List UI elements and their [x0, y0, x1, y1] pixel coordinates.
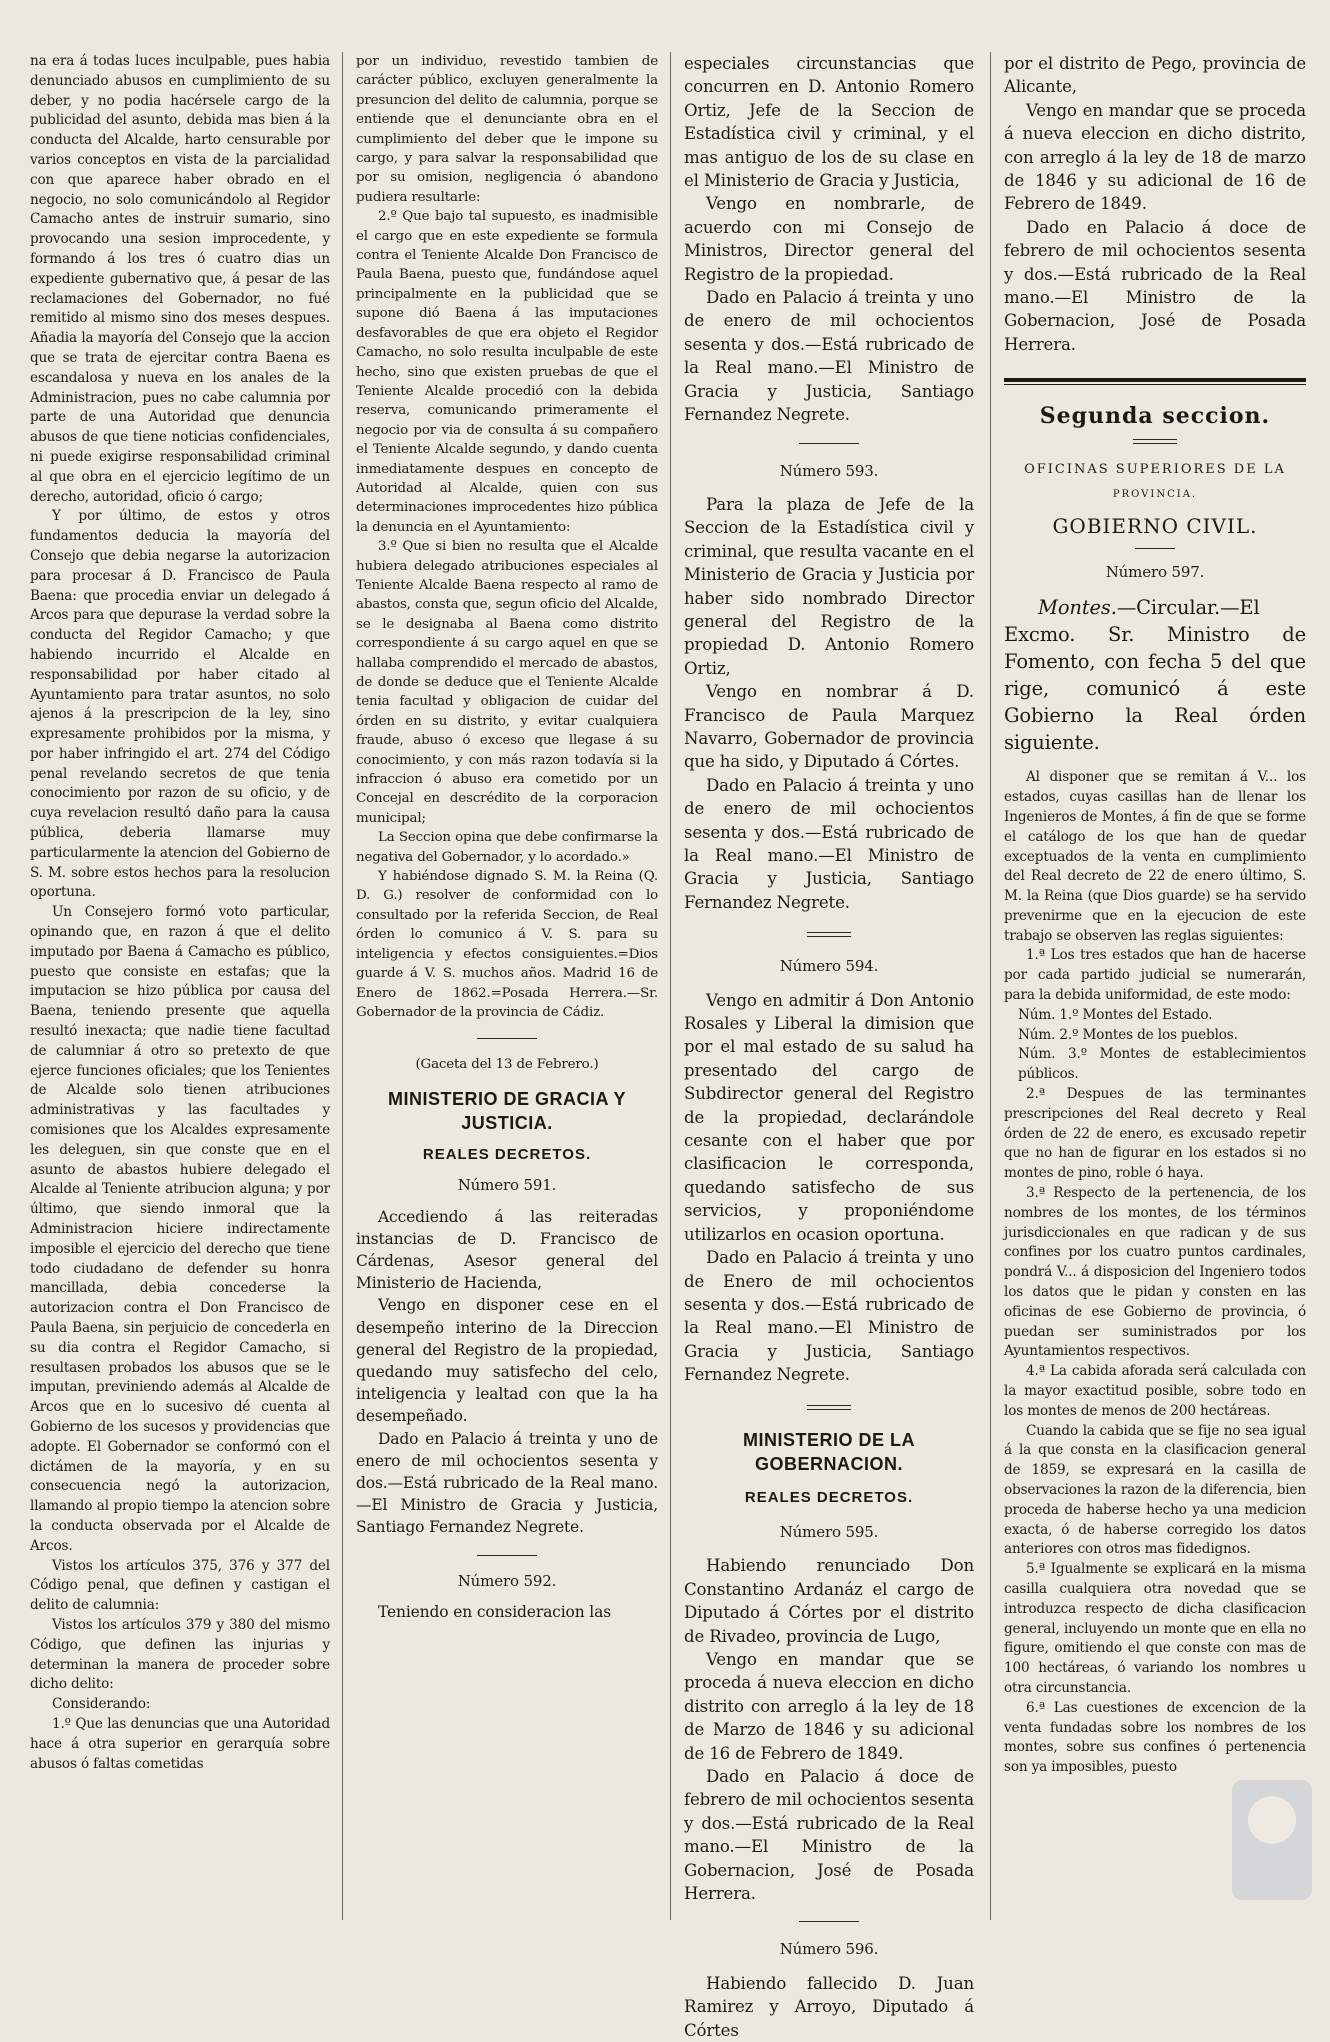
paragraph: Accediendo á las reiteradas instancias de D. Francisco de Cárdenas, Asesor general del Ministerio de Hacienda, — [356, 1207, 658, 1293]
paragraph: 2.º Que bajo tal supuesto, es inadmisible el cargo que en este expediente se formula contra el Teniente Alcalde Don Francisco de Paula Baena, puesto que, fundándose aquel principalmente en la publicidad que se supone dió Baena á las imputaciones desfavorables de que era objeto el Regidor Camacho, no solo resulta inculpable de este hecho, sino que existen pruebas de que el Teniente Alcalde procedió con la debida reserva, comunicando primeramente el negocio por via de consulta á su compañero el Teniente Alcalde segundo, y dando cuenta inmediatamente despues en concepto de Autoridad al Alcalde, quien con sus determinaciones improcedentes hizo pública la denuncia en el Ayuntamiento: — [356, 209, 658, 535]
column-4 — [1004, 52, 1306, 1920]
separator — [807, 932, 851, 937]
gobierno-heading: GOBIERNO CIVIL. — [1052, 513, 1258, 538]
column-2 — [356, 52, 658, 1920]
column-rule — [342, 52, 343, 1920]
list-item: Núm. 2.º Montes de los pueblos. — [1018, 1026, 1238, 1043]
paragraph: Habiendo renunciado Don Constantino Ardanáz el cargo de Diputado á Córtes por el distrito de Rivadeo, provincia de Lugo, — [684, 1556, 974, 1646]
section-rule — [1004, 378, 1306, 385]
library-stamp-icon — [1222, 1760, 1322, 1920]
ministry-heading: MINISTERIO DE GRACIA Y JUSTICIA. — [387, 1088, 627, 1133]
paragraph: 3.ª Respecto de la pertenencia, de los nombres de los montes, de los términos jurisdiccionales en que radican y de sus confines por los cuatro puntos cardinales, pondrá V... á disposicion del Ingeniero todos los datos que le pidan y consten en las oficinas de ese Gobierno de provincia, ó puedan ser suministrados por los Ayuntamientos respectivos. — [1004, 1185, 1306, 1360]
decree-number: Número 594. — [779, 957, 879, 976]
paragraph: 2.ª Despues de las terminantes prescripciones del Real decreto y Real órden de 22 de enero, es excusado repetir que no han de figurar en los estados si no montes de pino, roble ó haya. — [1004, 1086, 1306, 1182]
paragraph: Dado en Palacio á treinta y uno de Enero de mil ochocientos sesenta y dos.—Está rubricado de la Real mano.—El Ministro de Gracia y Justicia, Santiago Fernandez Negrete. — [684, 1248, 974, 1385]
paragraph: Y habiéndose dignado S. M. la Reina (Q. D. G.) resolver de conformidad con lo consultado por la referida Seccion, de Real órden lo comunico á V. S. para su inteligencia y efectos consiguientes.=Dios guarde á V. S. muchos años. Madrid 16 de Enero de 1862.=Posada Herrera.—Sr. Gobernador de la provincia de Cádiz. — [356, 869, 658, 1020]
decree-number: Número 591. — [457, 1176, 557, 1195]
paragraph: Dado en Palacio á treinta y uno de enero de mil ochocientos sesenta y dos.—Está rubricado de la Real mano.—El Ministro de Gracia y Justicia, Santiago Fernandez Negrete. — [356, 1429, 658, 1537]
paragraph: 3.º Que si bien no resulta que el Alcalde hubiera delegado atribuciones especiales al Teniente Alcalde Baena respecto al ramo de abastos, consta que, segun oficio del Alcalde, se le designaba al Baena como distrito correspondiente á su cargo aquel en que se hallaba comprendido el mercado de abastos, de donde se deduce que el Teniente Alcalde tenia facultad y obligacion de cuidar del órden en su distrito, y evitar cualquiera fraude, abuso ó exceso que llegase á su conocimiento, y con más razon todavía si la infraccion ó abuso era cometido por un Concejal en descrédito de la corporacion municipal; — [356, 539, 658, 826]
separator — [799, 1921, 859, 1922]
paragraph: Dado en Palacio á doce de febrero de mil ochocientos sesenta y dos.—Está rubricado de la Real mano.—El Ministro de la Gobernacion, José de Posada Herrera. — [684, 1767, 974, 1904]
column-3 — [684, 52, 974, 2040]
circular-intro — [1004, 594, 1306, 756]
ministry-heading: MINISTERIO DE LA GOBERNACION. — [742, 1429, 915, 1474]
paragraph: Un Consejero formó voto particular, opinando que, en razon á que el delito imputado por Baena á Camacho es público, puesto que consiste en estafas; que la imputacion se hizo pública por causa del Baena, teniendo presente que aquella resultó inexacta; que nadie tiene facultad de calumniar á otro so pretexto de que ejerce funciones oficiales; que los Tenientes de Alcalde solo tienen atribuciones administrativas y las facultades y comisiones que los Alcaldes expresamente les deleguen, sin que conste que en el asunto de abastos hubiere delegado el Alcalde al Teniente atribucion alguna; y por último, que siendo inmoral que la Administracion hiciere indirectamente imposible el ejercicio del derecho que tiene todo ciudadano de defender su honra mancillada, debia concederse la autorizacion contra el Don Francisco de Paula Baena, sin perjuicio de concederla en su dia contra el Regidor Camacho, si resultasen probados los abusos que se le imputan, previniendo además al Alcalde de Arcos que en lo sucesivo dé cuenta al Gobierno de los sucesos y providencias que adopte. El Gobernador se conformó con el dictámen de la mayoría, y en su consecuencia negó la autorizacion, llamando al propio tiempo la atencion sobre la conducta observada por el Alcalde de Arcos. — [30, 904, 330, 1554]
decretos-heading: REALES DECRETOS. — [422, 1145, 592, 1163]
paragraph: Habiendo fallecido D. Juan Ramirez y Arroyo, Diputado á Córtes — [684, 1973, 974, 2040]
paragraph: Teniendo en consideracion las — [378, 1602, 612, 1621]
paragraph: Vengo en disponer cese en el desempeño interino de la Direccion general del Registro de la propiedad, quedando muy satisfecho del celo, inteligencia y lealtad con que la ha desempeñado. — [356, 1296, 658, 1426]
paragraph: La Seccion opina que debe confirmarse la negativa del Gobernador, y lo acordado.» — [356, 830, 658, 865]
paragraph: Cuando la cabida que se fije no sea igual á la que consta en la clasificacion general de 1859, se expresará en la casilla de observaciones la razon de la diferencia, bien proceda de haberse hecho ya una medicion exacta, ó de haberse corregido los datos anteriores con otros mas fidedignos. — [1004, 1422, 1306, 1558]
paragraph: por el distrito de Pego, provincia de Alicante, — [1004, 54, 1306, 97]
separator — [477, 1555, 537, 1556]
paragraph: Considerando: — [52, 1696, 151, 1713]
circular-text: —Circular.—El Excmo. Sr. Ministro de Fomento, con fecha 5 del que rige, comunicó á este Gobierno la Real órden siguiente. — [1004, 596, 1306, 755]
column-1 — [30, 52, 330, 1920]
separator — [477, 1038, 537, 1039]
paragraph: Para la plaza de Jefe de la Seccion de la Estadística civil y criminal, que resulta vacante en el Ministerio de Gracia y Justicia por haber sido nombrado Director general del Registro de la propiedad D. Antonio Romero Ortiz, — [684, 494, 974, 678]
decree-number: Número 592. — [457, 1571, 557, 1590]
paragraph: Vengo en admitir á Don Antonio Rosales y Liberal la dimision que por el mal estado de su salud ha presentado del cargo de Subdirector general del Registro de la propiedad, declarándole cesante con el haber que por clasificacion le corresponda, quedando satisfecho de sus servicios, y proponiéndome utilizarlos en ocasion oportuna. — [684, 990, 974, 1244]
decretos-heading: REALES DECRETOS. — [744, 1488, 914, 1506]
column-rule — [990, 52, 991, 1920]
separator — [799, 443, 859, 444]
paragraph: Dado en Palacio á doce de febrero de mil ochocientos sesenta y dos.—Está rubricado de la Real mano.—El Ministro de la Gobernacion, José de Posada Herrera. — [1004, 217, 1306, 354]
paragraph: 1.º Que las denuncias que una Autoridad hace á otra superior en gerarquía sobre abusos ó faltas cometidas — [30, 1715, 330, 1772]
paragraph: por un individuo, revestido tambien de carácter público, excluyen generalmente la presuncion del delito de calumnia, porque se entiende que el denunciante obra en el cumplimiento del deber que le impone su cargo, y para salvar la responsabilidad que por su omision, negligencia ó abandono pudiera resultarle: — [356, 54, 658, 205]
list-item: Núm. 1.º Montes del Estado. — [1018, 1006, 1213, 1023]
paragraph: especiales circunstancias que concurren en D. Antonio Romero Ortiz, Jefe de la Seccion de Estadística civil y criminal, y el mas antiguo de los de su clase en el Ministerio de Gracia y Justicia, — [684, 54, 974, 191]
paragraph: Vengo en nombrar á D. Francisco de Paula Marquez Navarro, Gobernador de provincia que ha sido, y Diputado á Córtes. — [684, 682, 974, 772]
decree-number: Número 597. — [1105, 562, 1205, 581]
paragraph: Vistos los artículos 379 y 380 del mismo Código, que definen las injurias y determinan la manera de proceder sobre dicho delito: — [30, 1616, 330, 1693]
column-rule — [670, 52, 671, 1920]
paragraph: 5.ª Igualmente se explicará en la misma casilla cualquiera otra novedad que se introduzca respecto de dicha clasificacion general, incluyendo un monte que en ella no figure, omitiendo el que conste con mas de 100 hectáreas, ó variando los nombres u otra circunstancia. — [1004, 1561, 1306, 1696]
paragraph: 6.ª Las cuestiones de excencion de la venta fundadas sobre los nombres de los montes, sobre sus confines ó pertenencia son ya imposibles, puesto — [1004, 1699, 1306, 1776]
decree-number: Número 596. — [779, 1940, 879, 1959]
oficinas-heading: OFICINAS SUPERIORES DE LA — [1024, 461, 1286, 477]
list-item: Núm. 3.º Montes de establecimientos públicos. — [1018, 1046, 1306, 1083]
paragraph: Dado en Palacio á treinta y uno de enero de mil ochocientos sesenta y dos.—Está rubricado de la Real mano.—El Ministro de Gracia y Justicia, Santiago Fernandez Negrete. — [684, 775, 974, 912]
provincia-heading: PROVINCIA. — [1112, 489, 1198, 501]
paragraph: Vengo en mandar que se proceda á nueva eleccion en dicho distrito, con arreglo á la ley de 18 de marzo de 1846 y su adicional de 16 de Febrero de 1849. — [1004, 100, 1306, 214]
separator — [807, 1405, 851, 1410]
paragraph: na era á todas luces inculpable, pues habia denunciado abusos en cumplimiento de su deber, y no podia hacérsele cargo de la publicidad del asunto, debida mas bien á la conducta del Alcalde, harto censurable por varios conceptos en vista de la parcialidad con que aparece haber obrado en el negocio, no solo comunicándolo al Regidor Camacho antes de instruir sumario, sino provocando una sesion improcedente, y formando á los tres ó cuatro dias un expediente gubernativo que, á pesar de las reclamaciones del Gobernador, no fué remitido al mismo sino dos meses despues. Añadia la mayoría del Consejo que la accion que se trata de ejercitar contra Baena es escandalosa y nueva en los anales de la Administracion, pues no cabe calumnia por parte de una Autoridad que denuncia abusos de que tiene noticias confidenciales, ni puede exigirse responsabilidad criminal al que obra en el ejercicio legítimo de un derecho, autoridad, oficio ó cargo; — [30, 53, 330, 505]
separator — [1133, 439, 1177, 444]
circular-title: Montes. — [1038, 596, 1117, 620]
section-heading: Segunda seccion. — [1039, 403, 1271, 430]
paragraph: Dado en Palacio á treinta y uno de enero de mil ochocientos sesenta y dos.—Está rubricado de la Real mano.—El Ministro de Gracia y Justicia, Santiago Fernandez Negrete. — [684, 288, 974, 425]
paragraph: Al disponer que se remitan á V... los estados, cuyas casillas han de llenar los Ingenieros de Montes, á fin de que se forme el catálogo de los que han de quedar exceptuados de la venta en cumplimiento del Real decreto de 22 de enero último, S. M. la Reina (que Dios guarde) se ha servido prevenirme que en la ejecucion de este trabajo se observen las reglas siguientes: — [1004, 769, 1306, 944]
paragraph: Y por último, de estos y otros fundamentos deducia la mayoría del Consejo que debia negarse la autorizacion para procesar á D. Francisco de Paula Baena: que procedia enviar un delegado á Arcos para que depurase la verdad sobre la conducta del Regidor Camacho; y que habiendo incurrido el Alcalde en responsabilidad por haber citado al Ayuntamiento para tratar asuntos, no solo ajenos á la prescripcion de la ley, sino expresamente prohibidos por la misma, y por haber infringido el art. 274 del Código penal revelando secretos de que tenia conocimiento por razon de su oficio, y de cuya revelacion resultó daño para la causa pública, deberia llamarse muy particularmente la atencion del Gobierno de S. M. sobre estos hechos para la resolucion oportuna. — [30, 508, 330, 901]
gaceta-date: (Gaceta del 13 de Febrero.) — [415, 1057, 599, 1073]
decree-number: Número 593. — [779, 461, 879, 480]
separator — [1135, 548, 1175, 549]
paragraph: Vengo en mandar que se proceda á nueva eleccion en dicho distrito con arreglo á la ley de 18 de Marzo de 1846 y su adicional de 16 de Febrero de 1849. — [684, 1649, 974, 1763]
paragraph: Vistos los artículos 375, 376 y 377 del Código penal, que definen y castigan el delito de calumnia: — [30, 1557, 330, 1614]
paragraph: 4.ª La cabida aforada será calculada con la mayor exactitud posible, sobre todo en los montes de menos de 200 hectáreas. — [1004, 1363, 1306, 1419]
paragraph: Vengo en nombrarle, de acuerdo con mi Consejo de Ministros, Director general del Registro de la propiedad. — [684, 194, 974, 284]
decree-number: Número 595. — [779, 1522, 879, 1541]
paragraph: 1.ª Los tres estados que han de hacerse por cada partido judicial se numerarán, para la debida uniformidad, de este modo: — [1004, 947, 1306, 1004]
